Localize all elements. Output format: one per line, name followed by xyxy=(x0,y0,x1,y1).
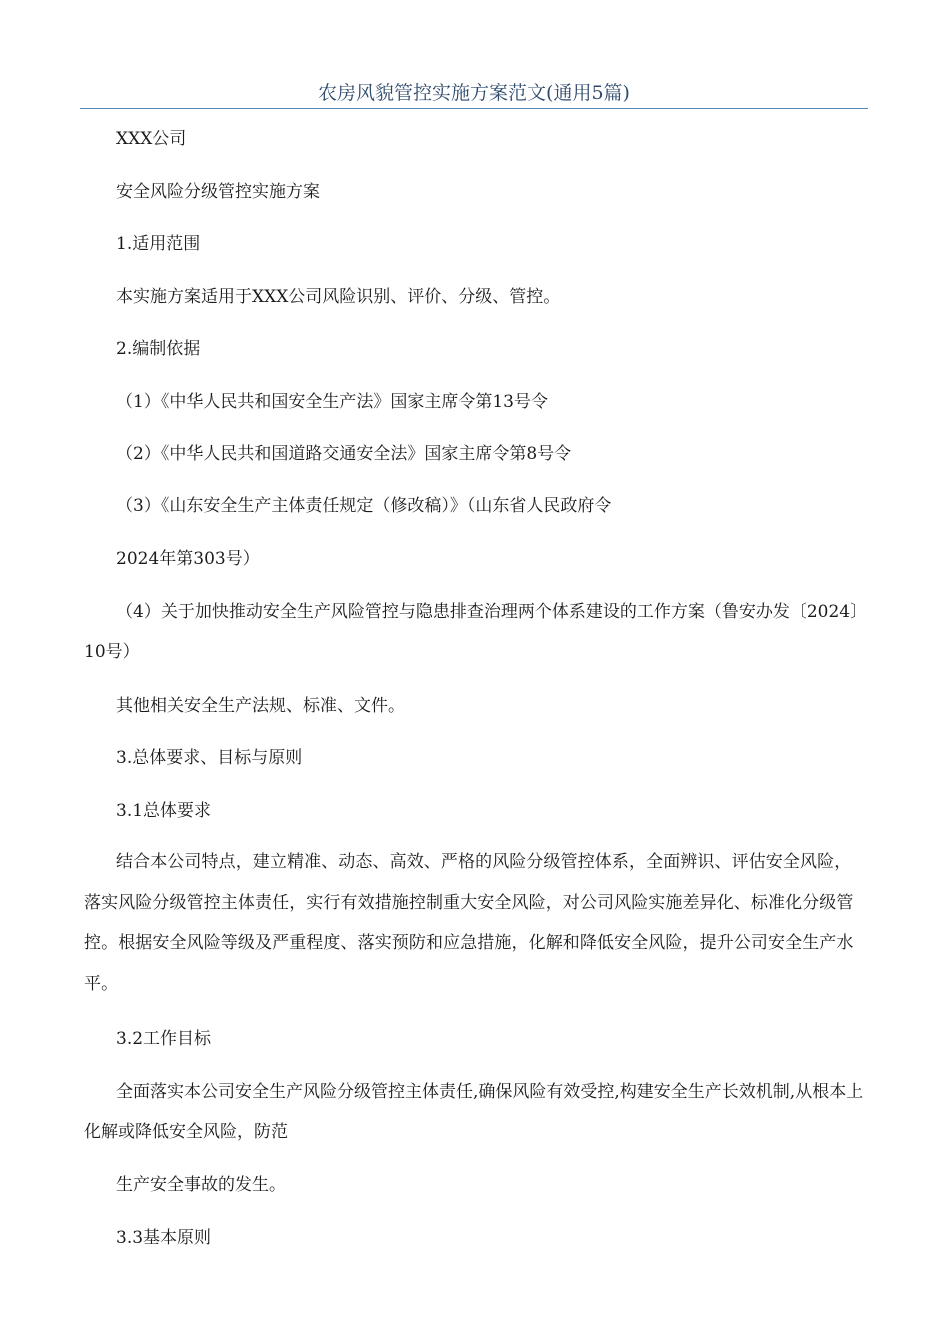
basis-item-3: （3）《山东安全生产主体责任规定（修改稿）》（山东省人民政府令 xyxy=(116,496,612,516)
basis-item-4: （4）关于加快推动安全生产风险管控与隐患排查治理两个体系建设的工作方案（鲁安办发〔2024〕10号） xyxy=(84,602,859,662)
document-title: 农房风貌管控实施方案范文(通用5篇) xyxy=(318,82,630,104)
paragraph-work-goals: 全面落实本公司安全生产风险分级管控主体责任,确保风险有效受控,构建安全生产长效机制,从根本上化解或降低安全风险，防范 xyxy=(84,1082,864,1142)
basis-item-2: （2）《中华人民共和国道路交通安全法》国家主席令第8号令 xyxy=(116,444,572,464)
paragraph-company: XXX公司 xyxy=(116,129,187,149)
heading-scope: 1.适用范围 xyxy=(116,234,201,254)
basis-item-3-cont: 2024年第303号） xyxy=(116,549,260,569)
heading-basic-principles: 3.3基本原则 xyxy=(116,1228,212,1248)
paragraph-other-laws: 其他相关安全生产法规、标准、文件。 xyxy=(116,696,405,716)
paragraph-plan-title: 安全风险分级管控实施方案 xyxy=(116,182,320,202)
heading-work-goals: 3.2工作目标 xyxy=(116,1029,212,1049)
heading-basis: 2.编制依据 xyxy=(116,339,201,359)
heading-overall-requirements: 3.1总体要求 xyxy=(116,801,212,821)
paragraph-overall-requirements: 结合本公司特点，建立精准、动态、高效、严格的风险分级管控体系，全面辨识、评估安全风险，落实风险分级管控主体责任，实行有效措施控制重大安全风险，对公司风险实施差异化、标准化分级管控。根据安全风险等级及严重程度、落实预防和应急措施，化解和降低安全风险，提升公司安全生产水平。 xyxy=(84,852,854,994)
title-divider xyxy=(80,108,868,109)
heading-requirements: 3.总体要求、目标与原则 xyxy=(116,748,303,768)
paragraph-work-goals-cont: 生产安全事故的发生。 xyxy=(116,1175,286,1195)
basis-item-1: （1）《中华人民共和国安全生产法》国家主席令第13号令 xyxy=(116,392,548,412)
paragraph-scope: 本实施方案适用于XXX公司风险识别、评价、分级、管控。 xyxy=(116,287,561,307)
